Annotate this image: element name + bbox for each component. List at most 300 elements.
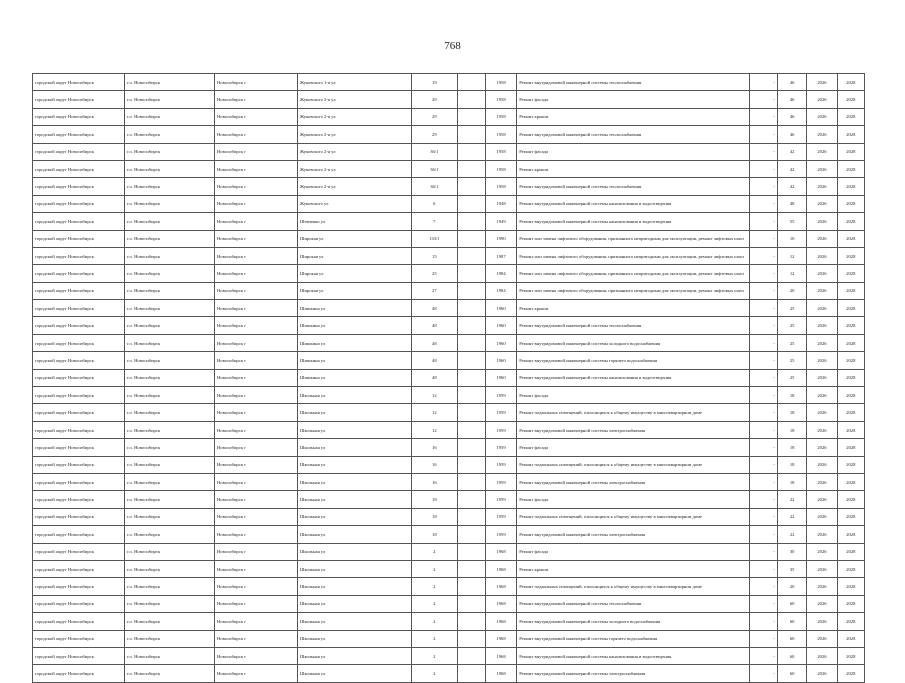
start-year-cell: 2026 — [807, 456, 837, 473]
start-year-cell: 2026 — [807, 578, 837, 595]
table-body — [33, 74, 865, 683]
start-year-cell: 2026 — [807, 404, 837, 421]
city-cell: Новосибирск г — [214, 543, 297, 560]
street-cell: Шишкина ул — [297, 352, 411, 369]
empty-cell — [457, 491, 485, 508]
end-year-cell: 2028 — [837, 143, 864, 160]
district-cell: городской округ Новосибирск — [33, 300, 125, 317]
work-type-cell: Ремонт подвальных помещений, относящихся к общему имуществу в многоквартирном доме — [517, 508, 750, 525]
year-cell: 1968 — [485, 613, 516, 630]
placeholder-cell: - — [749, 334, 777, 351]
end-year-cell: 2028 — [837, 178, 864, 195]
locality-cell: г.о. Новосибирск — [124, 473, 214, 490]
placeholder-cell: - — [749, 456, 777, 473]
count-cell: 18 — [777, 456, 806, 473]
locality-cell: г.о. Новосибирск — [124, 317, 214, 334]
table-row — [33, 195, 865, 212]
district-cell: городской округ Новосибирск — [33, 439, 125, 456]
work-type-cell: Ремонт или замена лифтового оборудования, признанного непригодным для эксплуатации, ремонт лифтовых шахт — [517, 230, 750, 247]
work-type-cell: Ремонт внутридомовой инженерной системы теплоснабжения — [517, 317, 750, 334]
empty-cell — [457, 265, 485, 282]
start-year-cell: 2026 — [807, 265, 837, 282]
count-cell: 25 — [777, 317, 806, 334]
street-cell: Школьная ул — [297, 595, 411, 612]
table-row — [33, 265, 865, 282]
work-type-cell: Ремонт внутридомовой инженерной системы горячего водоснабжения — [517, 352, 750, 369]
city-cell: Новосибирск г — [214, 300, 297, 317]
year-cell: 1960 — [485, 369, 516, 386]
empty-cell — [457, 473, 485, 490]
end-year-cell: 2028 — [837, 543, 864, 560]
house-number-cell: 7 — [412, 213, 457, 230]
house-number-cell: 2 — [412, 578, 457, 595]
start-year-cell: 2026 — [807, 352, 837, 369]
district-cell: городской округ Новосибирск — [33, 543, 125, 560]
city-cell: Новосибирск г — [214, 195, 297, 212]
start-year-cell: 2026 — [807, 647, 837, 664]
placeholder-cell: - — [749, 665, 777, 682]
street-cell: Жуковского 2-я ул — [297, 91, 411, 108]
locality-cell: г.о. Новосибирск — [124, 508, 214, 525]
year-cell: 1968 — [485, 665, 516, 682]
year-cell: 1958 — [485, 108, 516, 125]
table-row — [33, 91, 865, 108]
end-year-cell: 2028 — [837, 317, 864, 334]
locality-cell: г.о. Новосибирск — [124, 91, 214, 108]
work-type-cell: Ремонт внутридомовой инженерной системы теплоснабжения — [517, 595, 750, 612]
end-year-cell: 2028 — [837, 352, 864, 369]
year-cell: 1958 — [485, 143, 516, 160]
page-number: 768 — [444, 40, 461, 52]
street-cell: Школьная ул — [297, 526, 411, 543]
table-row — [33, 108, 865, 125]
house-number-cell: 29 — [412, 126, 457, 143]
street-cell: Шишкина ул — [297, 369, 411, 386]
district-cell: городской округ Новосибирск — [33, 195, 125, 212]
house-number-cell: 18 — [412, 491, 457, 508]
table-row — [33, 160, 865, 177]
placeholder-cell: - — [749, 578, 777, 595]
year-cell: 1984 — [485, 265, 516, 282]
street-cell: Жуковского 2-я ул — [297, 143, 411, 160]
table-row — [33, 143, 865, 160]
locality-cell: г.о. Новосибирск — [124, 160, 214, 177]
district-cell: городской округ Новосибирск — [33, 421, 125, 438]
house-number-cell: 2 — [412, 560, 457, 577]
district-cell: городской округ Новосибирск — [33, 265, 125, 282]
table-row — [33, 404, 865, 421]
empty-cell — [457, 560, 485, 577]
house-number-cell: 133/1 — [412, 230, 457, 247]
placeholder-cell: - — [749, 265, 777, 282]
empty-cell — [457, 369, 485, 386]
table-row — [33, 421, 865, 438]
year-cell: 1959 — [485, 421, 516, 438]
locality-cell: г.о. Новосибирск — [124, 282, 214, 299]
end-year-cell: 2028 — [837, 439, 864, 456]
start-year-cell: 2026 — [807, 195, 837, 212]
year-cell: 1968 — [485, 543, 516, 560]
placeholder-cell: - — [749, 230, 777, 247]
table-row — [33, 508, 865, 525]
count-cell: 18 — [777, 404, 806, 421]
start-year-cell: 2026 — [807, 421, 837, 438]
table-row — [33, 491, 865, 508]
year-cell: 1959 — [485, 473, 516, 490]
empty-cell — [457, 630, 485, 647]
street-cell: Широкая ул — [297, 247, 411, 264]
year-cell: 1968 — [485, 578, 516, 595]
placeholder-cell: - — [749, 143, 777, 160]
placeholder-cell: - — [749, 160, 777, 177]
table-row — [33, 387, 865, 404]
street-cell: Широкая ул — [297, 282, 411, 299]
city-cell: Новосибирск г — [214, 665, 297, 682]
empty-cell — [457, 456, 485, 473]
end-year-cell: 2028 — [837, 387, 864, 404]
work-type-cell: Ремонт внутридомовой инженерной системы электроснабжения — [517, 665, 750, 682]
start-year-cell: 2026 — [807, 91, 837, 108]
year-cell: 1959 — [485, 439, 516, 456]
house-number-cell: 36/1 — [412, 178, 457, 195]
house-number-cell: 36/1 — [412, 160, 457, 177]
start-year-cell: 2026 — [807, 300, 837, 317]
end-year-cell: 2028 — [837, 473, 864, 490]
house-number-cell: 12 — [412, 421, 457, 438]
district-cell: городской округ Новосибирск — [33, 595, 125, 612]
placeholder-cell: - — [749, 560, 777, 577]
count-cell: 48 — [777, 195, 806, 212]
count-cell: 42 — [777, 143, 806, 160]
empty-cell — [457, 665, 485, 682]
locality-cell: г.о. Новосибирск — [124, 334, 214, 351]
empty-cell — [457, 543, 485, 560]
count-cell: 30 — [777, 543, 806, 560]
year-cell: 1960 — [485, 300, 516, 317]
end-year-cell: 2028 — [837, 613, 864, 630]
locality-cell: г.о. Новосибирск — [124, 491, 214, 508]
district-cell: городской округ Новосибирск — [33, 560, 125, 577]
count-cell: 18 — [777, 421, 806, 438]
locality-cell: г.о. Новосибирск — [124, 665, 214, 682]
year-cell: 1987 — [485, 247, 516, 264]
count-cell: 60 — [777, 595, 806, 612]
count-cell: 22 — [777, 491, 806, 508]
empty-cell — [457, 178, 485, 195]
end-year-cell: 2028 — [837, 560, 864, 577]
locality-cell: г.о. Новосибирск — [124, 387, 214, 404]
empty-cell — [457, 647, 485, 664]
year-cell: 1959 — [485, 387, 516, 404]
city-cell: Новосибирск г — [214, 74, 297, 91]
placeholder-cell: - — [749, 126, 777, 143]
house-number-cell: 2 — [412, 595, 457, 612]
work-type-cell: Ремонт крыши — [517, 160, 750, 177]
count-cell: 22 — [777, 526, 806, 543]
end-year-cell: 2028 — [837, 300, 864, 317]
year-cell: 1968 — [485, 630, 516, 647]
locality-cell: г.о. Новосибирск — [124, 630, 214, 647]
count-cell: 46 — [777, 108, 806, 125]
year-cell: 1958 — [485, 74, 516, 91]
year-cell: 1959 — [485, 508, 516, 525]
locality-cell: г.о. Новосибирск — [124, 595, 214, 612]
end-year-cell: 2028 — [837, 160, 864, 177]
city-cell: Новосибирск г — [214, 456, 297, 473]
district-cell: городской округ Новосибирск — [33, 473, 125, 490]
end-year-cell: 2028 — [837, 265, 864, 282]
table-row — [33, 665, 865, 682]
house-number-cell: 2 — [412, 665, 457, 682]
empty-cell — [457, 213, 485, 230]
count-cell: 10 — [777, 230, 806, 247]
locality-cell: г.о. Новосибирск — [124, 421, 214, 438]
start-year-cell: 2026 — [807, 126, 837, 143]
end-year-cell: 2028 — [837, 526, 864, 543]
locality-cell: г.о. Новосибирск — [124, 300, 214, 317]
table-row — [33, 74, 865, 91]
house-number-cell: 48 — [412, 300, 457, 317]
placeholder-cell: - — [749, 595, 777, 612]
placeholder-cell: - — [749, 473, 777, 490]
city-cell: Новосибирск г — [214, 421, 297, 438]
count-cell: 55 — [777, 213, 806, 230]
year-cell: 1984 — [485, 282, 516, 299]
table-row — [33, 473, 865, 490]
table-row — [33, 334, 865, 351]
placeholder-cell: - — [749, 421, 777, 438]
end-year-cell: 2028 — [837, 334, 864, 351]
city-cell: Новосибирск г — [214, 91, 297, 108]
end-year-cell: 2028 — [837, 630, 864, 647]
placeholder-cell: - — [749, 300, 777, 317]
count-cell: 20 — [777, 578, 806, 595]
house-number-cell: 2 — [412, 647, 457, 664]
work-type-cell: Ремонт или замена лифтового оборудования, признанного непригодным для эксплуатации, ремонт лифтовых шахт — [517, 247, 750, 264]
street-cell: Шишкина ул — [297, 300, 411, 317]
street-cell: Школьная ул — [297, 560, 411, 577]
start-year-cell: 2026 — [807, 178, 837, 195]
start-year-cell: 2026 — [807, 143, 837, 160]
year-cell: 1960 — [485, 352, 516, 369]
city-cell: Новосибирск г — [214, 613, 297, 630]
placeholder-cell: - — [749, 508, 777, 525]
work-type-cell: Ремонт или замена лифтового оборудования, признанного непригодным для эксплуатации, ремонт лифтовых шахт — [517, 282, 750, 299]
empty-cell — [457, 613, 485, 630]
city-cell: Новосибирск г — [214, 491, 297, 508]
year-cell: 1959 — [485, 526, 516, 543]
locality-cell: г.о. Новосибирск — [124, 178, 214, 195]
empty-cell — [457, 300, 485, 317]
district-cell: городской округ Новосибирск — [33, 647, 125, 664]
district-cell: городской округ Новосибирск — [33, 387, 125, 404]
start-year-cell: 2026 — [807, 387, 837, 404]
district-cell: городской округ Новосибирск — [33, 160, 125, 177]
city-cell: Новосибирск г — [214, 369, 297, 386]
street-cell: Жуковского 2-я ул — [297, 108, 411, 125]
empty-cell — [457, 508, 485, 525]
locality-cell: г.о. Новосибирск — [124, 213, 214, 230]
city-cell: Новосибирск г — [214, 247, 297, 264]
house-number-cell: 12 — [412, 387, 457, 404]
house-number-cell: 48 — [412, 334, 457, 351]
table-row — [33, 543, 865, 560]
placeholder-cell: - — [749, 439, 777, 456]
empty-cell — [457, 421, 485, 438]
end-year-cell: 2028 — [837, 456, 864, 473]
table-row — [33, 595, 865, 612]
house-number-cell: 18 — [412, 526, 457, 543]
district-cell: городской округ Новосибирск — [33, 143, 125, 160]
table-row — [33, 126, 865, 143]
work-type-cell: Ремонт внутридомовой инженерной системы электроснабжения — [517, 473, 750, 490]
placeholder-cell: - — [749, 630, 777, 647]
empty-cell — [457, 143, 485, 160]
empty-cell — [457, 387, 485, 404]
work-type-cell: Ремонт внутридомовой инженерной системы канализования и водоотведения — [517, 195, 750, 212]
year-cell: 1959 — [485, 491, 516, 508]
start-year-cell: 2026 — [807, 473, 837, 490]
house-number-cell: 16 — [412, 473, 457, 490]
house-number-cell: 16 — [412, 439, 457, 456]
house-number-cell: 16 — [412, 456, 457, 473]
work-type-cell: Ремонт фасада — [517, 91, 750, 108]
house-number-cell: 2 — [412, 613, 457, 630]
end-year-cell: 2028 — [837, 665, 864, 682]
empty-cell — [457, 230, 485, 247]
house-number-cell: 18 — [412, 508, 457, 525]
city-cell: Новосибирск г — [214, 647, 297, 664]
district-cell: городской округ Новосибирск — [33, 404, 125, 421]
end-year-cell: 2028 — [837, 508, 864, 525]
empty-cell — [457, 352, 485, 369]
work-type-cell: Ремонт внутридомовой инженерной системы холодного водоснабжения — [517, 334, 750, 351]
count-cell: 12 — [777, 265, 806, 282]
end-year-cell: 2028 — [837, 647, 864, 664]
count-cell: 35 — [777, 560, 806, 577]
street-cell: Школьная ул — [297, 491, 411, 508]
table-row — [33, 317, 865, 334]
count-cell: 20 — [777, 282, 806, 299]
city-cell: Новосибирск г — [214, 334, 297, 351]
street-cell: Жуковского 2-я ул — [297, 126, 411, 143]
start-year-cell: 2026 — [807, 282, 837, 299]
year-cell: 1958 — [485, 126, 516, 143]
work-type-cell: Ремонт фасада — [517, 543, 750, 560]
start-year-cell: 2026 — [807, 595, 837, 612]
end-year-cell: 2028 — [837, 108, 864, 125]
placeholder-cell: - — [749, 613, 777, 630]
empty-cell — [457, 404, 485, 421]
work-type-cell: Ремонт внутридомовой инженерной системы электроснабжения — [517, 526, 750, 543]
count-cell: 46 — [777, 74, 806, 91]
street-cell: Школьная ул — [297, 456, 411, 473]
street-cell: Школьная ул — [297, 630, 411, 647]
end-year-cell: 2028 — [837, 247, 864, 264]
start-year-cell: 2026 — [807, 560, 837, 577]
placeholder-cell: - — [749, 352, 777, 369]
district-cell: городской округ Новосибирск — [33, 108, 125, 125]
street-cell: Шевченко ул — [297, 213, 411, 230]
district-cell: городской округ Новосибирск — [33, 282, 125, 299]
city-cell: Новосибирск г — [214, 439, 297, 456]
street-cell: Школьная ул — [297, 578, 411, 595]
district-cell: городской округ Новосибирск — [33, 247, 125, 264]
year-cell: 1958 — [485, 91, 516, 108]
empty-cell — [457, 526, 485, 543]
district-cell: городской округ Новосибирск — [33, 352, 125, 369]
start-year-cell: 2026 — [807, 508, 837, 525]
house-number-cell: 48 — [412, 352, 457, 369]
end-year-cell: 2028 — [837, 421, 864, 438]
start-year-cell: 2026 — [807, 230, 837, 247]
table-row — [33, 300, 865, 317]
work-type-cell: Ремонт внутридомовой инженерной системы холодного водоснабжения — [517, 613, 750, 630]
city-cell: Новосибирск г — [214, 560, 297, 577]
table-row — [33, 178, 865, 195]
locality-cell: г.о. Новосибирск — [124, 265, 214, 282]
street-cell: Школьная ул — [297, 647, 411, 664]
house-number-cell: 29 — [412, 108, 457, 125]
count-cell: 18 — [777, 439, 806, 456]
count-cell: 60 — [777, 630, 806, 647]
end-year-cell: 2028 — [837, 230, 864, 247]
street-cell: Школьная ул — [297, 613, 411, 630]
city-cell: Новосибирск г — [214, 230, 297, 247]
street-cell: Школьная ул — [297, 665, 411, 682]
district-cell: городской округ Новосибирск — [33, 74, 125, 91]
year-cell: 1948 — [485, 195, 516, 212]
empty-cell — [457, 439, 485, 456]
work-type-cell: Ремонт внутридомовой инженерной системы электроснабжения — [517, 421, 750, 438]
start-year-cell: 2026 — [807, 526, 837, 543]
locality-cell: г.о. Новосибирск — [124, 456, 214, 473]
empty-cell — [457, 578, 485, 595]
street-cell: Школьная ул — [297, 473, 411, 490]
placeholder-cell: - — [749, 387, 777, 404]
city-cell: Новосибирск г — [214, 526, 297, 543]
locality-cell: г.о. Новосибирск — [124, 404, 214, 421]
work-type-cell: Ремонт крыши — [517, 560, 750, 577]
year-cell: 1960 — [485, 334, 516, 351]
start-year-cell: 2026 — [807, 613, 837, 630]
locality-cell: г.о. Новосибирск — [124, 108, 214, 125]
district-cell: городской округ Новосибирск — [33, 178, 125, 195]
placeholder-cell: - — [749, 108, 777, 125]
empty-cell — [457, 317, 485, 334]
start-year-cell: 2026 — [807, 491, 837, 508]
placeholder-cell: - — [749, 317, 777, 334]
year-cell: 1959 — [485, 456, 516, 473]
count-cell: 42 — [777, 160, 806, 177]
street-cell: Школьная ул — [297, 387, 411, 404]
district-cell: городской округ Новосибирск — [33, 613, 125, 630]
end-year-cell: 2028 — [837, 74, 864, 91]
locality-cell: г.о. Новосибирск — [124, 195, 214, 212]
work-type-cell: Ремонт внутридомовой инженерной системы канализования и водоотведения — [517, 213, 750, 230]
table-row — [33, 247, 865, 264]
placeholder-cell: - — [749, 247, 777, 264]
placeholder-cell: - — [749, 74, 777, 91]
work-type-cell: Ремонт или замена лифтового оборудования, признанного непригодным для эксплуатации, ремонт лифтовых шахт — [517, 265, 750, 282]
empty-cell — [457, 126, 485, 143]
house-number-cell: 48 — [412, 317, 457, 334]
locality-cell: г.о. Новосибирск — [124, 543, 214, 560]
start-year-cell: 2026 — [807, 213, 837, 230]
street-cell: Широкая ул — [297, 230, 411, 247]
count-cell: 22 — [777, 508, 806, 525]
placeholder-cell: - — [749, 526, 777, 543]
